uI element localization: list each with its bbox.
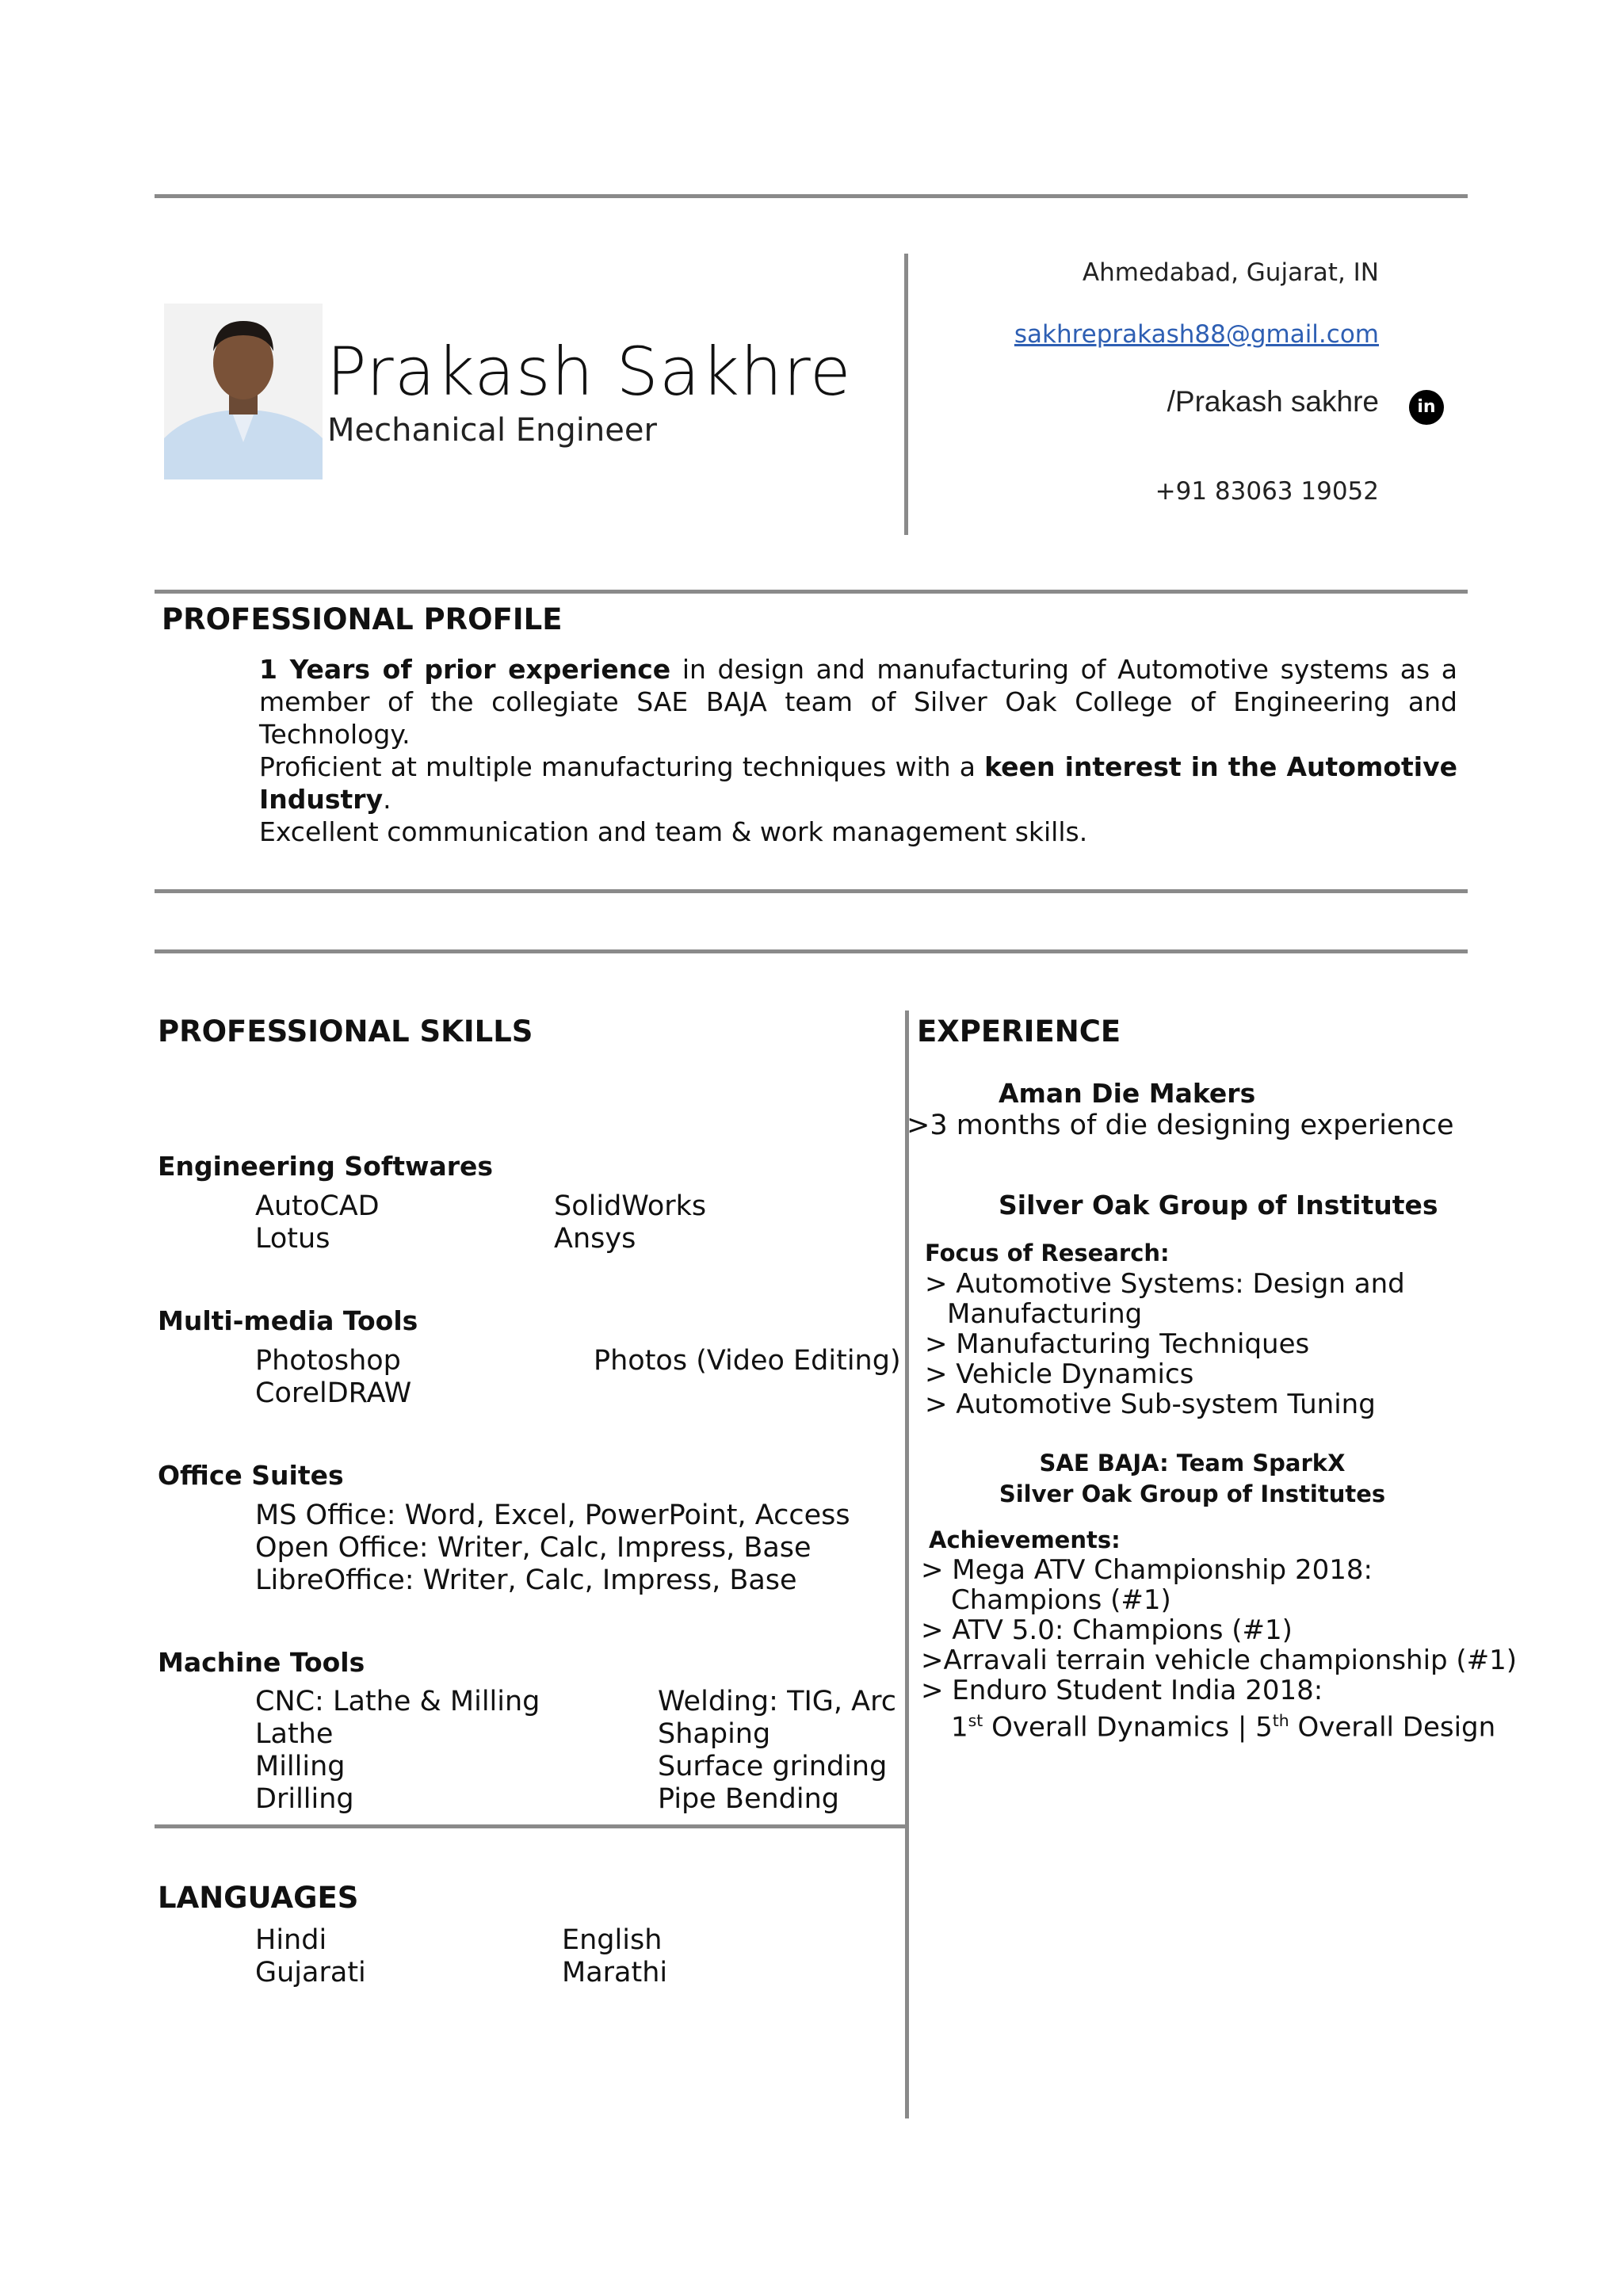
skill-item: MS Office: Word, Excel, PowerPoint, Access [255, 1499, 850, 1531]
engineering-softwares-col1 [255, 1190, 380, 1255]
skill-item: Ansys [554, 1223, 636, 1255]
engineering-softwares-col2 [554, 1190, 706, 1255]
achievement-item: > Mega ATV Championship 2018: [921, 1554, 1373, 1586]
profile-paragraph-3: Excellent communication and team & work management skills. [259, 816, 1088, 847]
skill-item: Drilling [255, 1783, 354, 1815]
multimedia-tools-col2 [594, 1345, 901, 1377]
skill-item: Open Office: Writer, Calc, Impress, Base [255, 1532, 812, 1564]
job3-org: Silver Oak Group of Institutes [999, 1480, 1386, 1507]
achievement-item: > Enduro Student India 2018: [921, 1675, 1323, 1706]
profile-paragraph-2: Proficient at multiple manufacturing techniques with a keen interest in the Automotive Industry. [259, 751, 1458, 815]
skill-item: Welding: TIG, Arc [658, 1686, 896, 1717]
job3-achievements-list [921, 1555, 1517, 1742]
profile-experience-highlight: 1 Years of prior experience [259, 654, 671, 685]
profile-photo [164, 304, 323, 479]
focus-item: Manufacturing [947, 1298, 1143, 1330]
skills-bottom-divider [155, 1824, 907, 1828]
candidate-name: Prakash Sakhre [327, 333, 852, 411]
experience-heading: EXPERIENCE [917, 1014, 1121, 1049]
language-item: English [562, 1924, 663, 1956]
machine-tools-col2 [658, 1686, 896, 1816]
phone-text: +91 83063 19052 [1155, 477, 1379, 506]
top-divider [155, 194, 1468, 198]
achievement-item: >Arravali terrain vehicle championship (#1) [921, 1645, 1518, 1676]
focus-item: > Vehicle Dynamics [925, 1358, 1194, 1390]
skill-item: AutoCAD [255, 1190, 380, 1222]
office-suites-list [255, 1499, 850, 1597]
skill-item: Surface grinding [658, 1751, 888, 1782]
language-item: Hindi [255, 1924, 327, 1956]
multimedia-tools-title: Multi-media Tools [158, 1305, 418, 1336]
column-divider [905, 1010, 909, 2118]
skill-item: Photos (Video Editing) [594, 1345, 901, 1377]
skill-item: Photoshop [255, 1345, 401, 1377]
skill-item: CNC: Lathe & Milling [255, 1686, 540, 1717]
achievement-item: 1st Overall Dynamics | 5th Overall Design [951, 1711, 1496, 1744]
job3-team: SAE BAJA: Team SparkX [1039, 1450, 1346, 1477]
job2-focus-label: Focus of Research: [925, 1240, 1170, 1266]
achievement-item: > ATV 5.0: Champions (#1) [921, 1614, 1293, 1646]
job2-company: Silver Oak Group of Institutes [999, 1190, 1438, 1221]
candidate-role: Mechanical Engineer [327, 412, 657, 449]
skill-item: Shaping [658, 1718, 771, 1750]
profile-interest-highlight: keen interest in the Automotive Industry [259, 751, 1458, 815]
machine-tools-title: Machine Tools [158, 1647, 365, 1678]
office-suites-title: Office Suites [158, 1460, 344, 1491]
job3-achievements-label: Achievements: [929, 1526, 1121, 1553]
skill-item: Milling [255, 1751, 346, 1782]
skill-item: CorelDRAW [255, 1377, 412, 1409]
languages-col1 [255, 1924, 366, 1989]
skill-item: SolidWorks [554, 1190, 707, 1222]
languages-col2 [562, 1924, 667, 1989]
focus-item: > Automotive Sub-system Tuning [925, 1389, 1376, 1420]
skill-item: LibreOffice: Writer, Calc, Impress, Base [255, 1564, 797, 1596]
linkedin-icon[interactable]: in [1409, 390, 1444, 425]
focus-item: > Manufacturing Techniques [925, 1328, 1310, 1360]
email-link[interactable]: sakhreprakash88@gmail.com [1014, 320, 1379, 349]
job1-company: Aman Die Makers [999, 1078, 1256, 1109]
skill-item: Lathe [255, 1718, 334, 1750]
section-divider [155, 949, 1468, 953]
language-item: Gujarati [255, 1957, 366, 1988]
profile-paragraph-1: 1 Years of prior experience in design and manufacturing of Automotive systems as a member of the collegiate SAE BAJA team of Silver Oak College of Engineering and Technology. [259, 654, 1457, 750]
achievement-item: Champions (#1) [951, 1584, 1171, 1616]
profile-top-divider [155, 590, 1468, 594]
focus-item: > Automotive Systems: Design and [925, 1268, 1405, 1300]
profile-text [259, 653, 1457, 848]
machine-tools-col1 [255, 1686, 540, 1816]
languages-heading: LANGUAGES [158, 1881, 359, 1915]
language-item: Marathi [562, 1957, 668, 1988]
skill-item: Pipe Bending [658, 1783, 840, 1815]
profile-bottom-divider [155, 889, 1468, 893]
skill-item: Lotus [255, 1223, 330, 1255]
skills-heading: PROFESSIONAL SKILLS [158, 1014, 533, 1049]
location-text: Ahmedabad, Gujarat, IN [1082, 258, 1379, 287]
multimedia-tools-col1 [255, 1345, 411, 1410]
job2-focus-list [925, 1269, 1405, 1419]
job1-description: >3 months of die designing experience [907, 1110, 1454, 1141]
engineering-softwares-title: Engineering Softwares [158, 1151, 494, 1182]
profile-heading: PROFESSIONAL PROFILE [162, 602, 563, 636]
linkedin-link[interactable]: /Prakash sakhre [1167, 385, 1379, 418]
